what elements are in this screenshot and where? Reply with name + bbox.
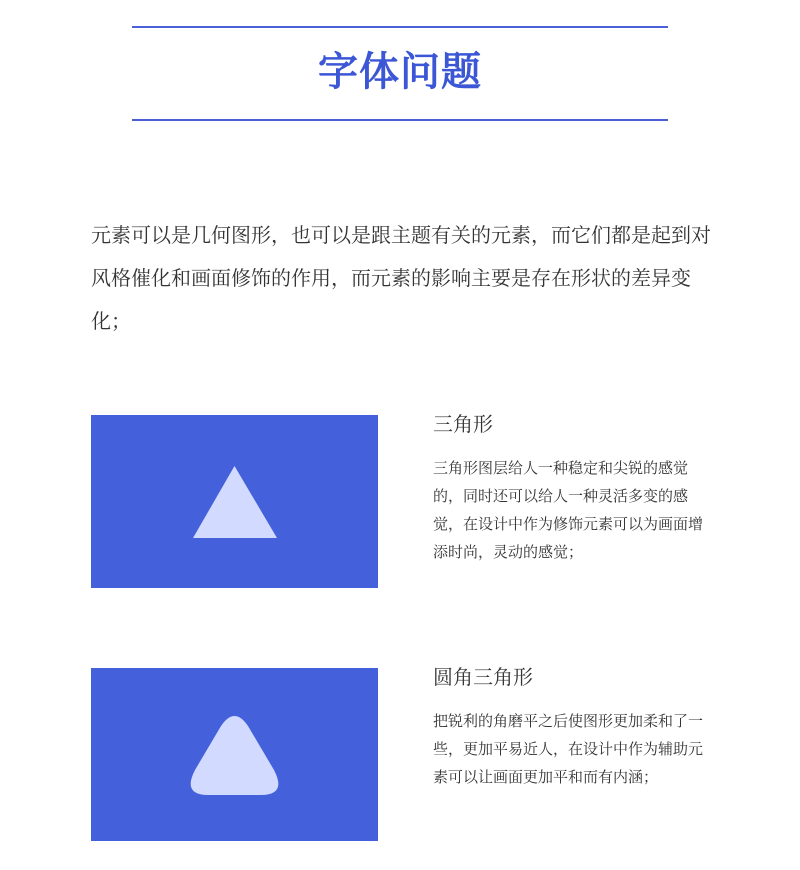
page-title: 字体问题 xyxy=(318,49,482,95)
title-top-rule xyxy=(132,26,668,28)
triangle-card xyxy=(91,415,378,588)
title-bottom-rule xyxy=(132,119,668,121)
triangle-description: 三角形图层给人一种稳定和尖锐的感觉的，同时还可以给人一种灵活多变的感觉，在设计中作为修饰元素可以为画面增添时尚，灵动的感觉； xyxy=(433,459,704,561)
triangle-title: 三角形 xyxy=(433,412,493,436)
triangle-icon xyxy=(91,415,378,588)
rounded-triangle-title: 圆角三角形 xyxy=(433,665,533,689)
rounded-triangle-description: 把锐利的角磨平之后使图形更加柔和了一些，更加平易近人，在设计中作为辅助元素可以让画面更加平和而有内涵； xyxy=(433,712,704,786)
intro-paragraph: 元素可以是几何图形，也可以是跟主题有关的元素，而它们都是起到对风格催化和画面修饰的作用，而元素的影响主要是存在形状的差异变化； xyxy=(91,223,711,333)
rounded-triangle-card xyxy=(91,668,378,841)
rounded-triangle-icon xyxy=(91,668,378,841)
